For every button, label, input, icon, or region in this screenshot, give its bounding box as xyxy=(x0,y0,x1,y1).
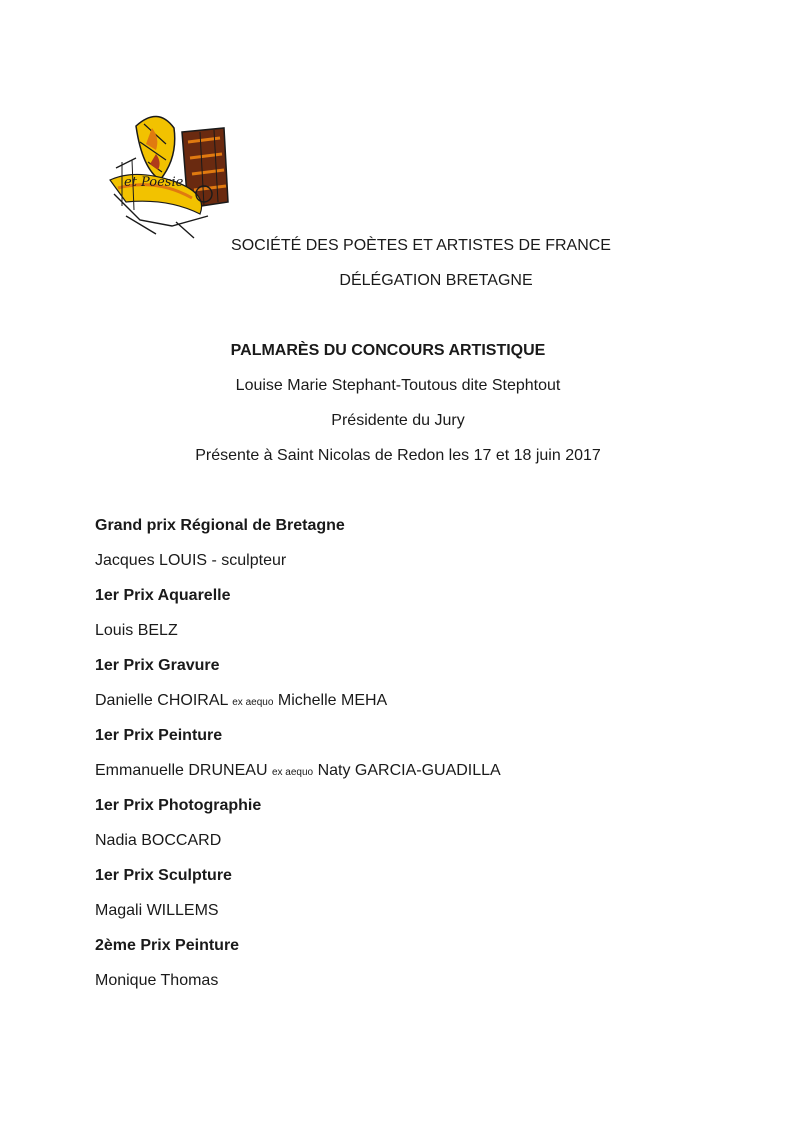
organization-name: SOCIÉTÉ DES POÈTES ET ARTISTES DE FRANCE xyxy=(231,237,611,254)
award-category: 1er Prix Gravure xyxy=(95,657,220,674)
svg-text:et Poésie: et Poésie xyxy=(124,175,184,190)
award-winner: Danielle CHOIRAL xyxy=(95,692,228,709)
award-winner: Naty GARCIA-GUADILLA xyxy=(317,762,501,779)
award-winner: Monique Thomas xyxy=(95,972,219,989)
jury-president-role: Présidente du Jury xyxy=(331,412,465,429)
jury-president-name: Louise Marie Stephant-Toutous dite Stephtout xyxy=(235,377,561,394)
ex-aequo-note: ex aequo xyxy=(271,767,314,778)
delegation-name: DÉLÉGATION BRETAGNE xyxy=(339,272,533,289)
ex-aequo-note: ex aequo xyxy=(232,697,274,708)
document-title: PALMARÈS DU CONCOURS ARTISTIQUE xyxy=(230,342,546,359)
event-location-date: Présente à Saint Nicolas de Redon les 17 et 18 juin 2017 xyxy=(195,447,601,464)
award-winner: Magali WILLEMS xyxy=(95,902,219,919)
award-winner: Nadia BOCCARD xyxy=(95,832,222,849)
award-category: 1er Prix Photographie xyxy=(95,797,262,814)
award-winner: Louis BELZ xyxy=(95,622,178,639)
award-winner: Jacques LOUIS - sculpteur xyxy=(95,552,287,569)
award-category: 1er Prix Aquarelle xyxy=(95,587,231,604)
award-winner-ex-aequo xyxy=(95,691,387,713)
award-category: Grand prix Régional de Bretagne xyxy=(95,517,345,534)
award-winner-ex-aequo xyxy=(95,761,501,783)
award-winner: Emmanuelle DRUNEAU xyxy=(95,762,268,779)
award-category: 2ème Prix Peinture xyxy=(95,937,240,954)
award-category: 1er Prix Sculpture xyxy=(95,867,232,884)
award-category: 1er Prix Peinture xyxy=(95,727,223,744)
spaf-logo-icon xyxy=(96,98,244,252)
award-winner: Michelle MEHA xyxy=(277,692,388,709)
